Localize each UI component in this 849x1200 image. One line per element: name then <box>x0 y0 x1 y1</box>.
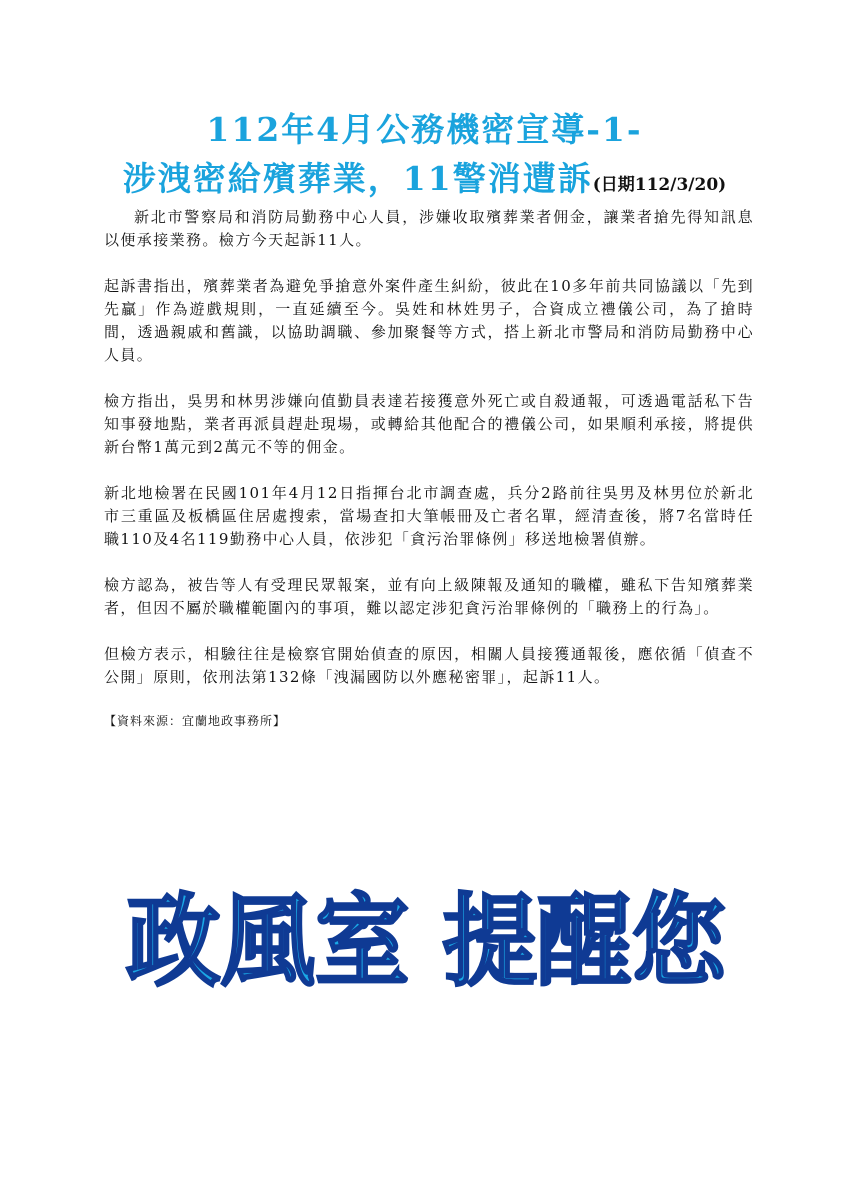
document-subtitle <box>0 157 849 207</box>
paragraph: 新北市警察局和消防局勤務中心人員，涉嫌收取殯葬業者佣金，讓業者搶先得知訊息以便承接業務。檢方今天起訴11人。 <box>104 208 754 249</box>
subtitle-text: 涉洩密給殯葬業，11警消遭訴 <box>122 159 593 198</box>
paragraph: 但檢方表示，相驗往往是檢察官開始偵查的原因，相關人員接獲通報後，應依循「偵查不公開」原則，依刑法第132條「洩漏國防以外應秘密罪」，起訴11人。 <box>104 645 754 686</box>
article-body <box>104 206 754 730</box>
paragraph: 檢方指出，吳男和林男涉嫌向值勤員表達若接獲意外死亡或自殺通報，可透過電話私下告知事發地點，業者再派員趕赴現場，或轉給其他配合的禮儀公司，如果順利承接，將提供新台幣1萬元到2萬元不等的佣金。 <box>104 392 754 456</box>
slogan-banner <box>116 868 736 998</box>
slogan-text: 政風室 提醒您 <box>126 883 728 998</box>
source-note: 【資料來源：宜蘭地政事務所】 <box>104 714 287 728</box>
paragraph: 起訴書指出，殯葬業者為避免爭搶意外案件產生糾紛，彼此在10多年前共同協議以「先到先贏」作為遊戲規則，一直延續至今。吳姓和林姓男子，合資成立禮儀公司，為了搶時間，透過親戚和舊識，以協助調職、參加聚餐等方式，搭上新北市警局和消防局勤務中心人員。 <box>104 277 754 364</box>
document-title: 112年4月公務機密宣導-1- <box>206 110 643 149</box>
paragraph: 新北地檢署在民國101年4月12日指揮台北市調查處，兵分2路前往吳男及林男位於新北市三重區及板橋區住居處搜索，當場查扣大筆帳冊及亡者名單，經清查後，將7名當時任職110及4名119勤務中心人員，依涉犯「貪污治罪條例」移送地檢署偵辦。 <box>104 484 754 548</box>
publish-date: (日期112/3/20) <box>592 175 727 195</box>
paragraph: 檢方認為，被告等人有受理民眾報案，並有向上級陳報及通知的職權，雖私下告知殯葬業者，但因不屬於職權範圍內的事項，難以認定涉犯貪污治罪條例的「職務上的行為」。 <box>104 576 754 617</box>
